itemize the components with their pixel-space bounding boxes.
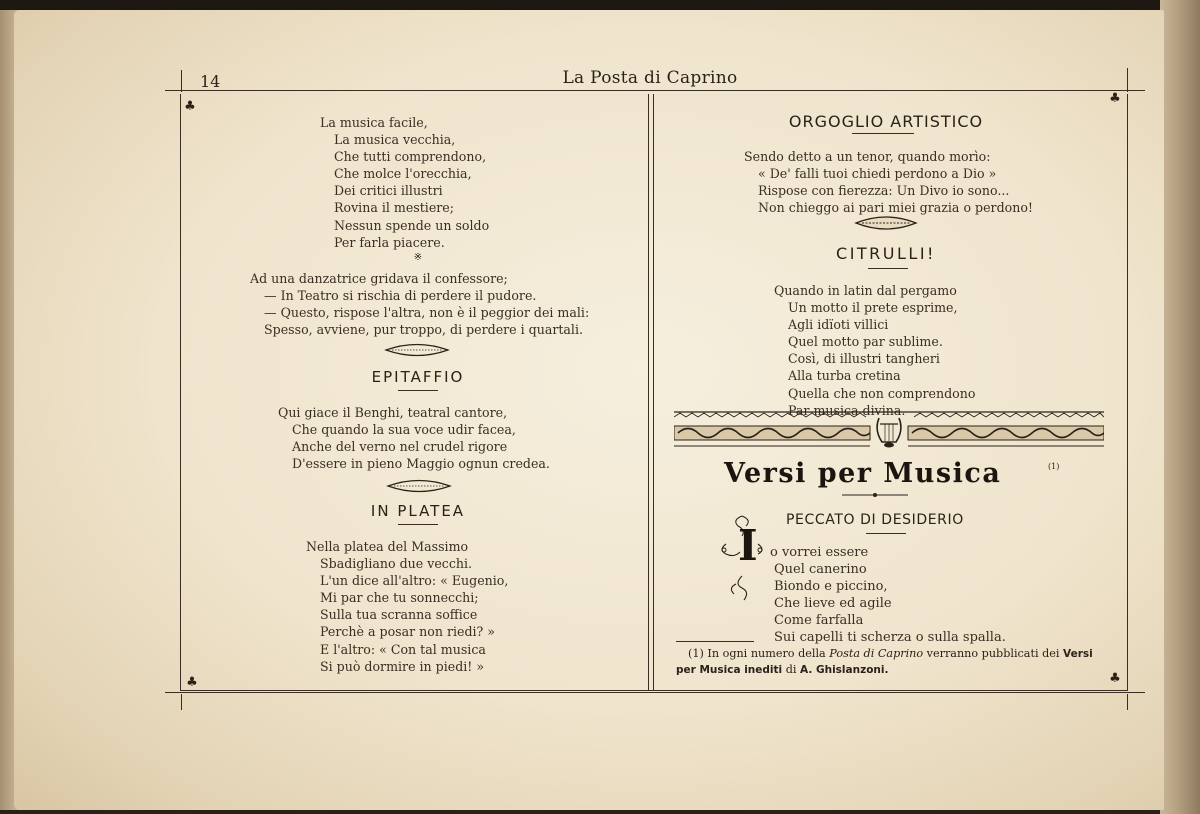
corner-ornament-icon: ♣ (1109, 671, 1121, 686)
title-versi-per-musica: Versi per Musica (724, 458, 1002, 489)
poem-epitaffio: Qui giace il Benghi, teatral cantore, Che quando la sua voce udir facea, Anche del verno nel crudel rigore D'essere in pieno Maggio ognun credea. (278, 405, 550, 472)
column-divider (648, 94, 654, 690)
heading-in-platea: IN PLATEA (370, 502, 466, 520)
bottom-rule (165, 692, 1145, 693)
heading-peccato-di-desiderio: PECCATO DI DESIDERIO (786, 512, 964, 528)
header-tick-right (1127, 68, 1128, 92)
footnote-mark: (1) (1048, 462, 1060, 471)
heading-rule (398, 524, 438, 525)
leaf-ornament-icon (386, 478, 452, 494)
lyre-band-ornament (674, 410, 1104, 450)
heading-orgoglio-artistico: ORGOGLIO ARTISTICO (788, 112, 984, 131)
drop-cap-letter: I (738, 521, 758, 570)
heading-rule (866, 533, 906, 534)
poem-in-platea: Nella platea del Massimo Sbadigliano due vecchi. L'un dice all'altro: « Eugenio, Mi par che tu sonnecchi; Sulla tua scranna soffice Perchè a posar non riedi? » E l'altro: « Con tal musica Si può dormire in piedi! » (306, 539, 509, 674)
poem-peccato: o vorrei essere Quel canerino Biondo e piccino, Che lieve ed agile Come farfalla Sui capelli ti scherza o sulla spalla. (770, 545, 1006, 646)
footnote: (1) In ogni numero della Posta di Caprino verranno pubblicati dei Versi per Musica inediti di A. Ghislanzoni. (676, 647, 1093, 676)
header-tick-left (181, 70, 182, 92)
corner-ornament-icon: ♣ (186, 675, 198, 690)
footer-tick-left (181, 694, 182, 710)
poem-musica-facile: La musica facile, La musica vecchia, Che tutti comprendono, Che molce l'orecchia, Dei critici illustri Rovina il mestiere; Nessun spende un soldo Per farla piacere. (320, 115, 490, 250)
heading-epitaffio: EPITAFFIO (371, 368, 465, 386)
heading-rule (852, 133, 914, 134)
poem-danzatrice: Ad una danzatrice gridava il confessore; — In Teatro si rischia di perdere il pudore. — Questo, rispose l'altra, non è il peggior dei mali: Spesso, avviene, pur troppo, di perdere i quartali. (250, 271, 590, 338)
poem-citrulli: Quando in latin dal pergamo Un motto il prete esprime, Agli idïoti villici Quel motto par sublime. Così, di illustri tangheri Alla turba cretina Quella che non comprendono Par musica divina. (774, 283, 976, 418)
footnote-rule (676, 641, 754, 642)
corner-ornament-icon: ♣ (184, 99, 196, 114)
leaf-ornament-icon (854, 214, 918, 232)
book-page-stack (1160, 0, 1200, 814)
small-rule-ornament (840, 491, 910, 499)
poem-orgoglio: Sendo detto a un tenor, quando morìo: « De' falli tuoi chiedi perdono a Dio » Rispose con fierezza: Un Divo io sono... Non chieggo ai pari miei grazia o perdono! (744, 149, 1033, 216)
heading-rule (868, 268, 908, 269)
page-number: 14 (200, 72, 221, 91)
leaf-ornament-icon (384, 342, 450, 358)
footer-tick-right (1127, 694, 1128, 710)
corner-ornament-icon: ♣ (1109, 91, 1121, 106)
asterism-icon: ※ (413, 252, 423, 263)
lyre-icon (877, 418, 901, 448)
running-title: La Posta di Caprino (562, 68, 738, 88)
header-rule (165, 90, 1145, 91)
heading-citrulli: CITRULLI! (836, 244, 936, 263)
drop-cap (716, 514, 768, 604)
heading-rule (398, 390, 438, 391)
